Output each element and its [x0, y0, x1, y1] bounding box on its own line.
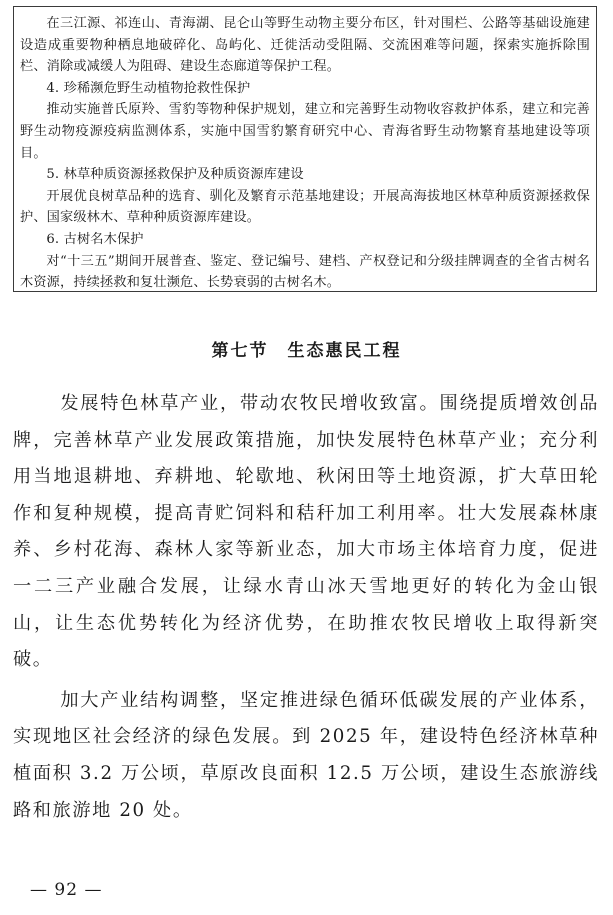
- box-paragraph: 对“十三五”期间开展普查、鉴定、登记编号、建档、产权登记和分级挂牌调查的全省古树名木资源，持续拯救和复壮濒危、长势衰弱的古树名木。: [20, 253, 590, 291]
- box-heading: 5. 林草种质资源拯救保护及种质资源库建设: [46, 167, 304, 183]
- box-paragraph: 开展优良树草品种的选育、驯化及繁育示范基地建设；开展高海拔地区林草种质资源拯救保护、国家级林木、草种种质资源库建设。: [20, 188, 590, 226]
- box-heading: 4. 珍稀濒危野生动植物抢救性保护: [46, 80, 251, 96]
- project-box: [13, 6, 597, 292]
- box-paragraph: 在三江源、祁连山、青海湖、昆仑山等野生动物主要分布区，针对围栏、公路等基础设施建设造成重要物种栖息地破碎化、岛屿化、迁徙活动受阻隔、交流困难等问题，探索实施拆除围栏、消除或减缓人为阻碍、建设生态廊道等保护工程。: [20, 16, 590, 75]
- section-title: 第七节 生态惠民工程: [211, 341, 402, 361]
- page-number: — 92 —: [30, 880, 103, 900]
- box-heading: 6. 古树名木保护: [46, 231, 144, 247]
- box-paragraph: 推动实施普氏原羚、雪豹等物种保护规划，建立和完善野生动物收容救护体系，建立和完善野生动物疫源疫病监测体系，实施中国雪豹繁育研究中心、青海省野生动物繁育基地建设等项目。: [20, 102, 590, 161]
- body-paragraph: 发展特色林草产业，带动农牧民增收致富。围绕提质增效创品牌，完善林草产业发展政策措施，加快发展特色林草产业；充分利用当地退耕地、弃耕地、轮歇地、秋闲田等土地资源，扩大草田轮作和复种规模，提高青贮饲料和秸秆加工利用率。壮大发展森林康养、乡村花海、森林人家等新业态，加大市场主体培育力度，促进一二三产业融合发展，让绿水青山冰天雪地更好的转化为金山银山，让生态优势转化为经济优势，在助推农牧民增收上取得新突破。: [13, 393, 599, 671]
- body-paragraph: 加大产业结构调整，坚定推进绿色循环低碳发展的产业体系，实现地区社会经济的绿色发展。到 2025 年，建设特色经济林草种植面积 3.2 万公顷，草原改良面积 12.5 万公顷，建设生态旅游线路和旅游地 20 处。: [13, 689, 599, 821]
- body-text: [13, 386, 599, 829]
